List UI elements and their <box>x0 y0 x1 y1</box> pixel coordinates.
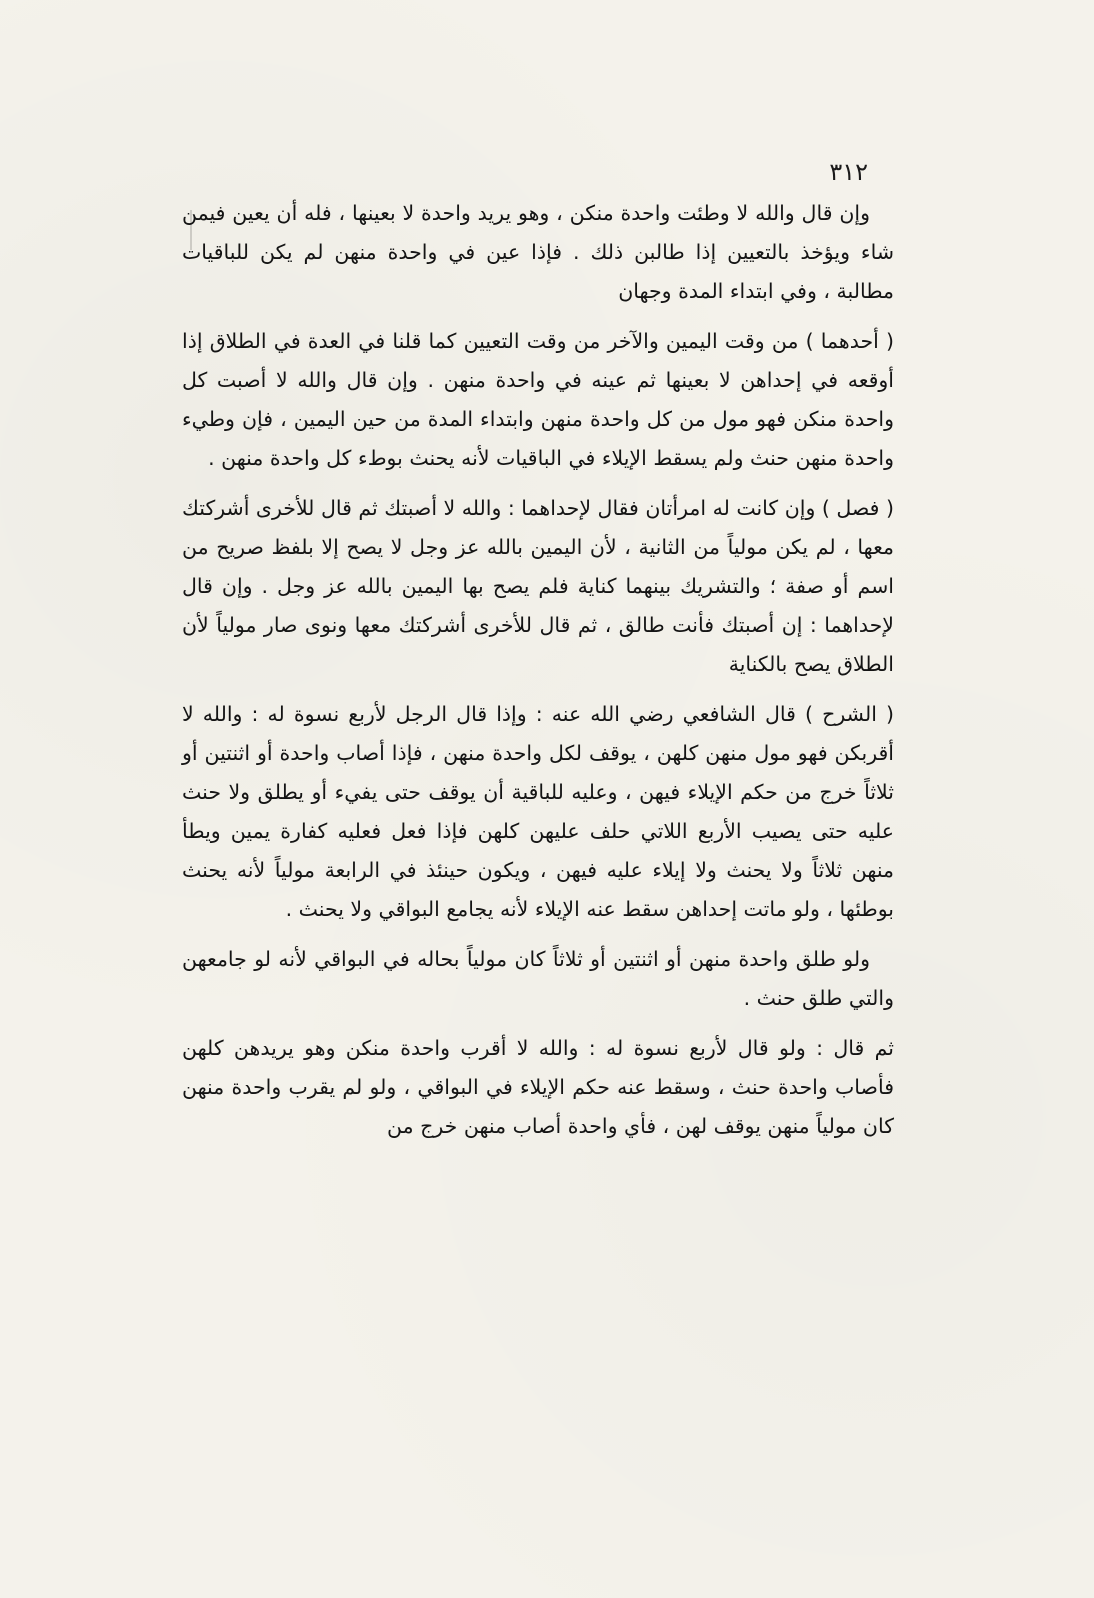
page-number: ٣١٢ <box>829 158 868 186</box>
body-text <box>182 194 894 1157</box>
paragraph-1: وإن قال والله لا وطئت واحدة منكن ، وهو يريد واحدة لا بعينها ، فله أن يعين فيمن شاء ويؤخذ بالتعيين إذا طالبن ذلك . فإذا عين في واحدة منهن لم يكن للباقيات مطالبة ، وفي ابتداء المدة وجهان <box>182 201 894 303</box>
paragraph-fasl: ( فصل ) وإن كانت له امرأتان فقال لإحداهما : والله لا أصبتك ثم قال للأخرى أشركتك معها ، لم يكن مولياً من الثانية ، لأن اليمين بالله عز وجل لا يصح إلا بلفظ صريح من اسم أو صفة ؛ والتشريك بينهما كناية فلم يصح بها اليمين بالله عز وجل . وإن قال لإحداهما : إن أصبتك فأنت طالق ، ثم قال للأخرى أشركتك معها ونوى صار مولياً لأن الطلاق يصح بالكناية <box>182 496 894 676</box>
paragraph-2: ( أحدهما ) من وقت اليمين والآخر من وقت التعيين كما قلنا في العدة في الطلاق إذا أوقعه في إحداهن لا بعينها ثم عينه في واحدة منهن . وإن قال والله لا أصبت كل واحدة منكن فهو مول من كل واحدة منهن وابتداء المدة من حين اليمين ، فإن وطيء واحدة منهن حنث ولم يسقط الإيلاء في الباقيات لأنه يحنث بوطء كل واحدة منهن . <box>182 329 894 470</box>
paragraph-6: ثم قال : ولو قال لأربع نسوة له : والله لا أقرب واحدة منكن وهو يريدهن كلهن فأصاب واحدة حنث ، وسقط عنه حكم الإيلاء في البواقي ، ولو لم يقرب واحدة منهن كان مولياً منهن يوقف لهن ، فأي واحدة أصاب منهن خرج من <box>182 1036 894 1138</box>
paragraph-sharh: ( الشرح ) قال الشافعي رضي الله عنه : وإذا قال الرجل لأربع نسوة له : والله لا أقربكن فهو مول منهن كلهن ، يوقف لكل واحدة منهن ، فإذا أصاب واحدة أو اثنتين أو ثلاثاً خرج من حكم الإيلاء فيهن ، وعليه للباقية أن يوقف حتى يفيء أو يطلق ولا حنث عليه حتى يصيب الأربع اللاتي حلف عليهن كلهن فإذا فعل فعليه كفارة يمين ويطأ منهن ثلاثاً ولا يحنث ولا إيلاء عليه فيهن ، ويكون حينئذ في الرابعة مولياً لأنه يحنث بوطئها ، ولو ماتت إحداهن سقط عنه الإيلاء لأنه يجامع البواقي ولا يحنث . <box>182 702 894 921</box>
paragraph-5: ولو طلق واحدة منهن أو اثنتين أو ثلاثاً كان مولياً بحاله في البواقي لأنه لو جامعهن والتي طلق حنث . <box>182 947 894 1010</box>
